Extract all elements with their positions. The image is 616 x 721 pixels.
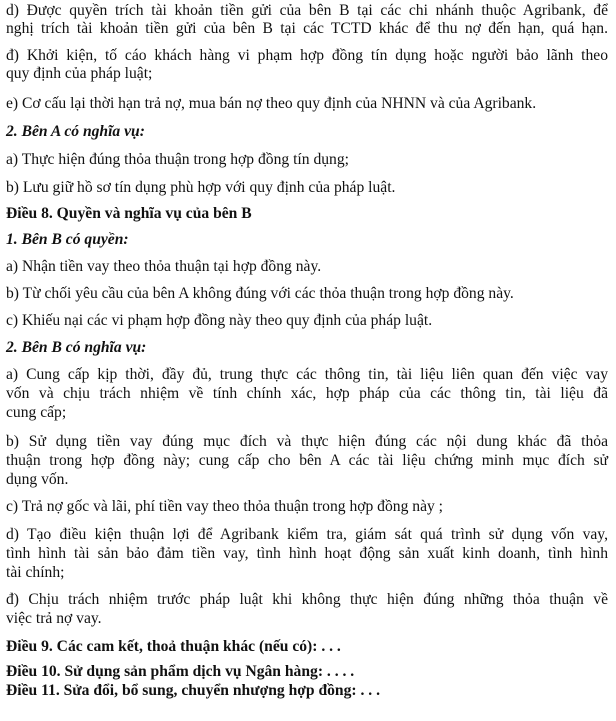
text-line: cung cấp; — [6, 404, 67, 421]
text-line: e) Cơ cấu lại thời hạn trả nợ, mua bán nợ theo quy định của NHNN và của Agribank. — [6, 95, 537, 112]
text-line: d) Tạo điều kiện thuận lợi để Agribank kiểm tra, giám sát quá trình sử dụng vốn vay, — [6, 526, 608, 543]
text-line: c) Khiếu nại các vi phạm hợp đồng này theo quy định của pháp luật. — [6, 312, 433, 329]
section-heading: 2. Bên A có nghĩa vụ: — [6, 123, 145, 140]
text-line: b) Lưu giữ hồ sơ tín dụng phù hợp với quy định của pháp luật. — [6, 179, 396, 196]
text-line: a) Cung cấp kịp thời, đầy đủ, trung thực các thông tin, tài liệu liên quan đến việc vay — [6, 366, 608, 383]
text-line: đ) Khởi kiện, tố cáo khách hàng vi phạm hợp đồng tín dụng hoặc người bảo lãnh theo — [6, 47, 608, 64]
text-line: a) Thực hiện đúng thỏa thuận trong hợp đồng tín dụng; — [6, 151, 349, 168]
text-line: nghị trích tài khoản tiền gửi của bên B tại các TCTD khác để thu nợ đến hạn, quá hạn. — [6, 20, 608, 37]
article-heading: Điều 11. Sửa đổi, bổ sung, chuyển nhượng hợp đồng: . . . — [6, 682, 380, 699]
text-line: đ) Chịu trách nhiệm trước pháp luật khi không thực hiện đúng những thỏa thuận về — [6, 591, 608, 608]
text-line: c) Trả nợ gốc và lãi, phí tiền vay theo thỏa thuận trong hợp đồng này ; — [6, 498, 444, 515]
article-heading: Điều 10. Sử dụng sản phẩm dịch vụ Ngân hàng: . . . . — [6, 663, 355, 680]
text-line: b) Từ chối yêu cầu của bên A không đúng với các thỏa thuận trong hợp đồng này. — [6, 285, 514, 302]
text-line: việc trả nợ vay. — [6, 610, 102, 627]
text-line: b) Sử dụng tiền vay đúng mục đích và thực hiện đúng các nội dung khác đã thỏa — [6, 433, 608, 450]
text-line: tài chính; — [6, 564, 65, 581]
section-heading: 2. Bên B có nghĩa vụ: — [6, 339, 147, 356]
text-line: thuận trong hợp đồng này; cung cấp cho bên A các tài liệu chứng minh mục đích sử — [6, 452, 608, 469]
text-line: d) Được quyền trích tài khoản tiền gửi của bên B tại các chi nhánh thuộc Agribank, để — [6, 2, 608, 19]
article-heading: Điều 9. Các cam kết, thoả thuận khác (nếu có): . . . — [6, 638, 341, 655]
text-line: vốn và chịu trách nhiệm về tính chính xác, hợp pháp của các thông tin, tài liệu đã — [6, 385, 608, 402]
section-heading: 1. Bên B có quyền: — [6, 231, 129, 248]
text-line: a) Nhận tiền vay theo thỏa thuận tại hợp đồng này. — [6, 258, 322, 275]
text-line: dụng vốn. — [6, 471, 69, 488]
article-heading: Điều 8. Quyền và nghĩa vụ của bên B — [6, 205, 252, 222]
text-line: tình hình tài sản bảo đảm tiền vay, tình hình hoạt động sản xuất kinh doanh, tình hình — [6, 545, 608, 562]
text-line: quy định của pháp luật; — [6, 65, 153, 82]
